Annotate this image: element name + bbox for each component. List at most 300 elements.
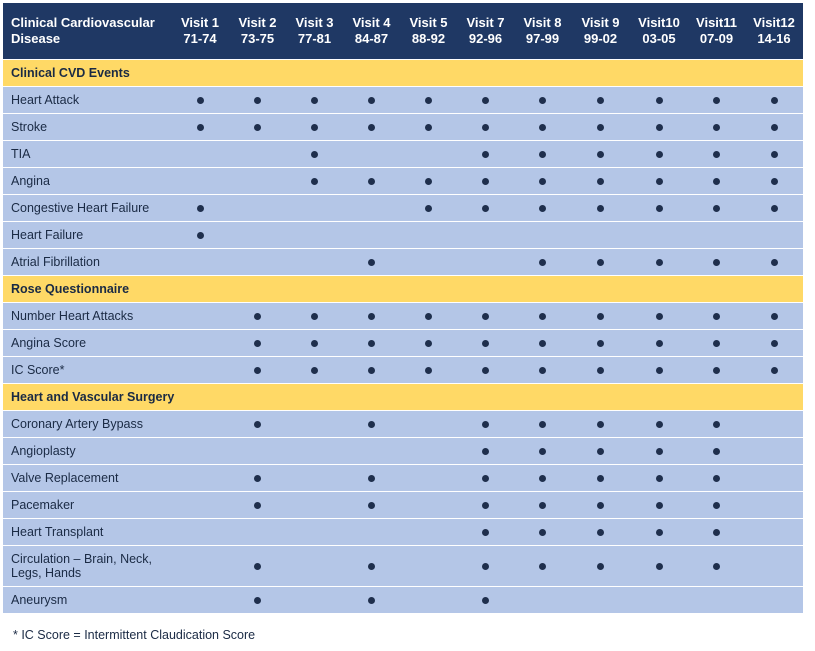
collected-dot-icon xyxy=(254,124,261,131)
visit-years: 14-16 xyxy=(757,31,791,46)
collected-dot-icon xyxy=(425,340,432,347)
visit-cell xyxy=(514,330,571,357)
visit-cell xyxy=(400,357,457,384)
visit-cell xyxy=(514,141,571,168)
visit-cell xyxy=(400,438,457,465)
visit-cell xyxy=(171,222,229,249)
visit-cell xyxy=(343,195,400,222)
visit-cell xyxy=(286,546,343,587)
collected-dot-icon xyxy=(771,367,778,374)
visit-cell xyxy=(514,195,571,222)
visit-cell xyxy=(457,519,514,546)
collected-dot-icon xyxy=(254,340,261,347)
collected-dot-icon xyxy=(368,313,375,320)
collected-dot-icon xyxy=(597,529,604,536)
visit-cell xyxy=(171,168,229,195)
visit-cell xyxy=(688,411,745,438)
collected-dot-icon xyxy=(656,259,663,266)
visit-cell xyxy=(571,587,630,614)
collected-dot-icon xyxy=(656,367,663,374)
collected-dot-icon xyxy=(771,205,778,212)
collected-dot-icon xyxy=(368,259,375,266)
visit-cell xyxy=(343,303,400,330)
visit-name: Visit11 xyxy=(696,15,737,30)
collected-dot-icon xyxy=(368,475,375,482)
visit-cell xyxy=(286,519,343,546)
collected-dot-icon xyxy=(197,205,204,212)
collected-dot-icon xyxy=(656,151,663,158)
table-row xyxy=(3,330,803,357)
visit-cell xyxy=(400,114,457,141)
collected-dot-icon xyxy=(539,151,546,158)
visit-cell xyxy=(457,222,514,249)
visit-cell xyxy=(571,465,630,492)
visit-name: Visit12 xyxy=(753,15,795,30)
visit-header xyxy=(745,3,803,60)
table-row xyxy=(3,114,803,141)
footnote: * IC Score = Intermittent Claudication Score xyxy=(13,628,256,642)
visit-cell xyxy=(514,546,571,587)
collected-dot-icon xyxy=(425,124,432,131)
collected-dot-icon xyxy=(597,259,604,266)
visit-cell xyxy=(630,87,688,114)
collected-dot-icon xyxy=(254,367,261,374)
collected-dot-icon xyxy=(254,421,261,428)
visit-cell xyxy=(514,519,571,546)
collected-dot-icon xyxy=(771,151,778,158)
collected-dot-icon xyxy=(254,563,261,570)
visit-cell xyxy=(229,357,286,384)
row-label: Heart Transplant xyxy=(3,519,171,546)
table-row xyxy=(3,222,803,249)
table-row xyxy=(3,168,803,195)
row-label: Aneurysm xyxy=(3,587,171,614)
visit-cell xyxy=(514,249,571,276)
visit-cell xyxy=(688,330,745,357)
collected-dot-icon xyxy=(197,124,204,131)
visit-cell xyxy=(457,465,514,492)
collected-dot-icon xyxy=(656,97,663,104)
visit-cell xyxy=(229,465,286,492)
visit-cell xyxy=(571,303,630,330)
visit-cell xyxy=(514,114,571,141)
table-title xyxy=(3,3,171,60)
visit-cell xyxy=(457,168,514,195)
table-row xyxy=(3,249,803,276)
visit-cell xyxy=(400,492,457,519)
visit-cell xyxy=(343,546,400,587)
collected-dot-icon xyxy=(539,367,546,374)
collected-dot-icon xyxy=(482,563,489,570)
collected-dot-icon xyxy=(425,313,432,320)
visit-cell xyxy=(171,141,229,168)
collected-dot-icon xyxy=(656,313,663,320)
collected-dot-icon xyxy=(771,178,778,185)
visit-cell xyxy=(514,303,571,330)
visit-cell xyxy=(286,411,343,438)
visit-name: Visit 5 xyxy=(409,15,448,30)
row-label: Congestive Heart Failure xyxy=(3,195,171,222)
collected-dot-icon xyxy=(482,529,489,536)
section-header-row xyxy=(3,276,803,303)
table-row xyxy=(3,438,803,465)
collected-dot-icon xyxy=(539,529,546,536)
visit-cell xyxy=(286,438,343,465)
visit-cell xyxy=(630,249,688,276)
collected-dot-icon xyxy=(597,313,604,320)
visit-cell xyxy=(457,114,514,141)
visit-cell xyxy=(229,303,286,330)
visit-cell xyxy=(400,222,457,249)
section-header-row xyxy=(3,384,803,411)
visit-cell xyxy=(571,141,630,168)
visit-years: 77-81 xyxy=(297,31,332,46)
visit-name: Visit 3 xyxy=(295,15,334,30)
visit-cell xyxy=(514,222,571,249)
section-title: Rose Questionnaire xyxy=(3,276,803,303)
visit-cell xyxy=(688,546,745,587)
collected-dot-icon xyxy=(539,178,546,185)
visit-cell xyxy=(286,141,343,168)
visit-cell xyxy=(343,114,400,141)
collected-dot-icon xyxy=(713,340,720,347)
visit-cell xyxy=(745,168,803,195)
row-label: Heart Failure xyxy=(3,222,171,249)
visit-cell xyxy=(457,357,514,384)
collected-dot-icon xyxy=(368,340,375,347)
collected-dot-icon xyxy=(482,421,489,428)
collected-dot-icon xyxy=(254,475,261,482)
visit-cell xyxy=(630,465,688,492)
visit-cell xyxy=(630,330,688,357)
visit-cell xyxy=(514,357,571,384)
collected-dot-icon xyxy=(311,124,318,131)
collected-dot-icon xyxy=(713,502,720,509)
visit-cell xyxy=(571,438,630,465)
visit-cell xyxy=(514,465,571,492)
visit-cell xyxy=(745,357,803,384)
visit-header xyxy=(457,3,514,60)
collected-dot-icon xyxy=(597,340,604,347)
visit-cell xyxy=(630,587,688,614)
visit-cell xyxy=(745,330,803,357)
visit-cell xyxy=(745,519,803,546)
table-title-line2: Disease xyxy=(11,31,61,46)
visit-header xyxy=(171,3,229,60)
visit-years: 73-75 xyxy=(240,31,275,46)
row-label: Number Heart Attacks xyxy=(3,303,171,330)
visit-cell xyxy=(688,141,745,168)
visit-cell xyxy=(630,492,688,519)
collected-dot-icon xyxy=(482,448,489,455)
visit-cell xyxy=(571,222,630,249)
visit-header xyxy=(630,3,688,60)
visit-cell xyxy=(745,546,803,587)
visit-cell xyxy=(630,303,688,330)
collected-dot-icon xyxy=(254,97,261,104)
visit-cell xyxy=(286,195,343,222)
visit-cell xyxy=(286,587,343,614)
collected-dot-icon xyxy=(713,97,720,104)
table-row xyxy=(3,465,803,492)
collected-dot-icon xyxy=(368,502,375,509)
visit-cell xyxy=(745,465,803,492)
visit-cell xyxy=(457,249,514,276)
visit-cell xyxy=(286,222,343,249)
visit-cell xyxy=(571,195,630,222)
visit-cell xyxy=(514,168,571,195)
visit-cell xyxy=(457,195,514,222)
collected-dot-icon xyxy=(539,448,546,455)
visit-measures-table xyxy=(3,3,803,614)
visit-cell xyxy=(400,141,457,168)
visit-cell xyxy=(400,195,457,222)
visit-cell xyxy=(343,87,400,114)
visit-cell xyxy=(229,587,286,614)
visit-cell xyxy=(688,222,745,249)
visit-cell xyxy=(171,114,229,141)
visit-cell xyxy=(286,114,343,141)
collected-dot-icon xyxy=(656,178,663,185)
visit-header xyxy=(229,3,286,60)
collected-dot-icon xyxy=(656,124,663,131)
collected-dot-icon xyxy=(482,151,489,158)
visit-name: Visit 8 xyxy=(523,15,562,30)
collected-dot-icon xyxy=(368,421,375,428)
visit-cell xyxy=(171,357,229,384)
collected-dot-icon xyxy=(368,367,375,374)
header-row xyxy=(3,3,803,60)
collected-dot-icon xyxy=(656,421,663,428)
visit-cell xyxy=(688,465,745,492)
row-label: Pacemaker xyxy=(3,492,171,519)
visit-cell xyxy=(514,87,571,114)
collected-dot-icon xyxy=(597,151,604,158)
row-label: Heart Attack xyxy=(3,87,171,114)
visit-cell xyxy=(457,411,514,438)
visit-cell xyxy=(400,465,457,492)
collected-dot-icon xyxy=(771,340,778,347)
collected-dot-icon xyxy=(368,97,375,104)
section-title: Heart and Vascular Surgery xyxy=(3,384,803,411)
visit-years: 71-74 xyxy=(183,31,217,46)
collected-dot-icon xyxy=(597,563,604,570)
visit-cell xyxy=(745,222,803,249)
collected-dot-icon xyxy=(482,205,489,212)
collected-dot-icon xyxy=(539,502,546,509)
collected-dot-icon xyxy=(482,97,489,104)
collected-dot-icon xyxy=(713,205,720,212)
collected-dot-icon xyxy=(713,448,720,455)
visit-cell xyxy=(229,195,286,222)
visit-cell xyxy=(630,195,688,222)
collected-dot-icon xyxy=(713,313,720,320)
visit-cell xyxy=(630,546,688,587)
visit-cell xyxy=(514,438,571,465)
table-row xyxy=(3,492,803,519)
visit-cell xyxy=(229,330,286,357)
collected-dot-icon xyxy=(713,124,720,131)
collected-dot-icon xyxy=(368,597,375,604)
visit-cell xyxy=(171,330,229,357)
visit-cell xyxy=(171,438,229,465)
visit-cell xyxy=(745,249,803,276)
visit-header xyxy=(571,3,630,60)
visit-cell xyxy=(229,438,286,465)
collected-dot-icon xyxy=(713,151,720,158)
visit-cell xyxy=(286,249,343,276)
visit-cell xyxy=(171,303,229,330)
visit-cell xyxy=(571,114,630,141)
collected-dot-icon xyxy=(713,421,720,428)
visit-cell xyxy=(630,222,688,249)
visit-cell xyxy=(171,411,229,438)
collected-dot-icon xyxy=(713,259,720,266)
visit-cell xyxy=(343,492,400,519)
visit-cell xyxy=(229,492,286,519)
visit-cell xyxy=(171,195,229,222)
collected-dot-icon xyxy=(539,340,546,347)
visit-name: Visit 2 xyxy=(238,15,277,30)
visit-cell xyxy=(745,492,803,519)
collected-dot-icon xyxy=(311,367,318,374)
collected-dot-icon xyxy=(539,421,546,428)
visit-cell xyxy=(343,438,400,465)
row-label: Angina Score xyxy=(3,330,171,357)
row-label: Coronary Artery Bypass xyxy=(3,411,171,438)
visit-cell xyxy=(688,438,745,465)
collected-dot-icon xyxy=(656,529,663,536)
visit-cell xyxy=(286,303,343,330)
visit-cell xyxy=(571,492,630,519)
visit-cell xyxy=(171,87,229,114)
visit-cell xyxy=(745,303,803,330)
visit-cell xyxy=(745,411,803,438)
visit-cell xyxy=(286,330,343,357)
visit-name: Visit 7 xyxy=(466,15,505,30)
collected-dot-icon xyxy=(311,313,318,320)
visit-cell xyxy=(343,168,400,195)
table-row xyxy=(3,195,803,222)
visit-cell xyxy=(229,519,286,546)
collected-dot-icon xyxy=(368,563,375,570)
visit-cell xyxy=(688,303,745,330)
visit-cell xyxy=(745,438,803,465)
collected-dot-icon xyxy=(482,178,489,185)
visit-cell xyxy=(457,546,514,587)
visit-cell xyxy=(229,249,286,276)
visit-cell xyxy=(400,87,457,114)
collected-dot-icon xyxy=(254,502,261,509)
collected-dot-icon xyxy=(597,475,604,482)
collected-dot-icon xyxy=(539,97,546,104)
collected-dot-icon xyxy=(482,313,489,320)
visit-cell xyxy=(343,222,400,249)
collected-dot-icon xyxy=(425,178,432,185)
visit-cell xyxy=(400,587,457,614)
collected-dot-icon xyxy=(539,259,546,266)
visit-years: 03-05 xyxy=(642,31,676,46)
visit-cell xyxy=(171,587,229,614)
visit-cell xyxy=(630,141,688,168)
visit-cell xyxy=(400,303,457,330)
row-label: Angioplasty xyxy=(3,438,171,465)
collected-dot-icon xyxy=(713,563,720,570)
row-label: Stroke xyxy=(3,114,171,141)
visit-cell xyxy=(343,411,400,438)
visit-cell xyxy=(286,87,343,114)
visit-cell xyxy=(286,465,343,492)
table-row xyxy=(3,411,803,438)
visit-header xyxy=(400,3,457,60)
visit-cell xyxy=(171,519,229,546)
collected-dot-icon xyxy=(539,475,546,482)
collected-dot-icon xyxy=(656,502,663,509)
visit-cell xyxy=(286,168,343,195)
visit-years: 99-02 xyxy=(583,31,618,46)
visit-cell xyxy=(571,411,630,438)
visit-cell xyxy=(343,357,400,384)
collected-dot-icon xyxy=(656,475,663,482)
collected-dot-icon xyxy=(597,124,604,131)
collected-dot-icon xyxy=(771,97,778,104)
collected-dot-icon xyxy=(425,367,432,374)
visit-years: 97-99 xyxy=(525,31,560,46)
visit-cell xyxy=(171,492,229,519)
table-title-line1: Clinical Cardiovascular xyxy=(11,15,155,30)
collected-dot-icon xyxy=(539,124,546,131)
visit-cell xyxy=(229,546,286,587)
visit-cell xyxy=(688,168,745,195)
collected-dot-icon xyxy=(771,313,778,320)
collected-dot-icon xyxy=(368,124,375,131)
collected-dot-icon xyxy=(482,475,489,482)
collected-dot-icon xyxy=(539,205,546,212)
visit-cell xyxy=(229,87,286,114)
row-label: TIA xyxy=(3,141,171,168)
table-row xyxy=(3,546,803,587)
collected-dot-icon xyxy=(597,448,604,455)
table-row xyxy=(3,141,803,168)
visit-years: 07-09 xyxy=(699,31,734,46)
collected-dot-icon xyxy=(311,97,318,104)
collected-dot-icon xyxy=(197,97,204,104)
visit-cell xyxy=(229,222,286,249)
visit-name: Visit10 xyxy=(638,15,680,30)
visit-cell xyxy=(745,87,803,114)
visit-cell xyxy=(571,357,630,384)
collected-dot-icon xyxy=(656,340,663,347)
visit-years: 88-92 xyxy=(411,31,446,46)
visit-cell xyxy=(457,303,514,330)
visit-cell xyxy=(630,168,688,195)
visit-cell xyxy=(343,141,400,168)
collected-dot-icon xyxy=(597,367,604,374)
visit-cell xyxy=(457,330,514,357)
collected-dot-icon xyxy=(713,475,720,482)
row-label: Valve Replacement xyxy=(3,465,171,492)
visit-years: 92-96 xyxy=(468,31,503,46)
section-title: Clinical CVD Events xyxy=(3,60,803,87)
visit-cell xyxy=(171,249,229,276)
collected-dot-icon xyxy=(713,178,720,185)
visit-cell xyxy=(457,141,514,168)
table-row xyxy=(3,87,803,114)
collected-dot-icon xyxy=(311,340,318,347)
visit-cell xyxy=(457,492,514,519)
collected-dot-icon xyxy=(656,563,663,570)
collected-dot-icon xyxy=(254,597,261,604)
